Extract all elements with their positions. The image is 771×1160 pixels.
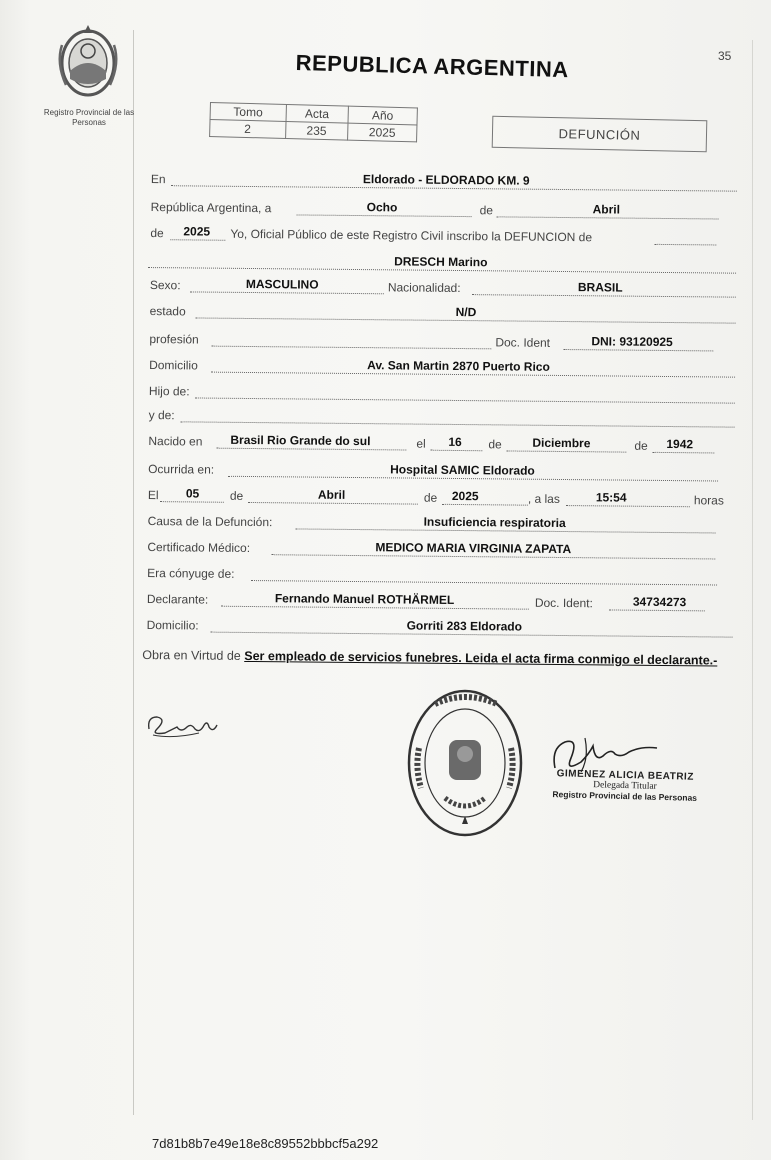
dotted-line: [609, 609, 705, 611]
row-y-de: [145, 406, 735, 434]
dotted-line: [190, 291, 384, 294]
death-record-form: [142, 170, 742, 668]
en-label: En: [150, 172, 166, 187]
footer-hash: 7d81b8b7e49e18e8c89552bbbcf5a292: [152, 1136, 379, 1151]
certificado-label: Certificado Médico:: [147, 540, 251, 556]
dotted-line: [195, 397, 735, 403]
month-text-value: Abril: [592, 202, 621, 217]
row-nacido: [144, 432, 734, 460]
dotted-line: [251, 580, 717, 585]
nacionalidad-value: BRASIL: [577, 280, 623, 295]
row-domicilio: [145, 356, 735, 384]
obra-en-virtud: [142, 647, 732, 670]
registry-label: Registro Provincial de las Personas: [43, 108, 135, 127]
row-sexo: [146, 276, 736, 304]
de-label: de: [479, 203, 494, 218]
profesion-label: profesión: [149, 332, 199, 347]
domicilio-label: Domicilio: [149, 358, 198, 373]
dotted-line: [442, 504, 528, 506]
table-header-acta: Acta: [286, 104, 349, 123]
dotted-line: [297, 214, 472, 217]
row-estado: [146, 302, 736, 330]
row-ocurrida: [144, 460, 734, 488]
republica-label: República Argentina, a: [150, 200, 272, 216]
sexo-value: MASCULINO: [245, 276, 319, 292]
doc-ident-value: DNI: 93120925: [591, 334, 673, 350]
birth-day-value: 16: [448, 434, 462, 450]
de-label: de: [488, 437, 502, 452]
domicilio2-label: Domicilio:: [146, 618, 199, 633]
declarant-signature: [143, 705, 223, 745]
sexo-label: Sexo:: [149, 278, 181, 293]
dotted-line: [566, 505, 690, 507]
place-value: Eldorado - ELDORADO KM. 9: [362, 172, 530, 188]
row-domicilio-declarante: [143, 616, 733, 644]
official-stamp: [405, 688, 525, 838]
dotted-line: [472, 294, 736, 298]
provincial-coat-of-arms-icon: [52, 15, 124, 105]
dotted-line: [160, 501, 224, 503]
dotted-line: [248, 502, 418, 505]
nacido-value: Brasil Rio Grande do sul: [230, 432, 371, 449]
a-las-label: , a las: [527, 491, 560, 506]
year-value: 2025: [183, 224, 211, 239]
horas-label: horas: [693, 493, 724, 508]
deceased-name-value: DRESCH Marino: [394, 254, 488, 270]
official-name: GIMENEZ ALICIA BEATRIZ: [556, 768, 695, 783]
table-header-ano: Año: [348, 106, 417, 125]
causa-value: Insuficiencia respiratoria: [423, 514, 566, 531]
death-time-value: 15:54: [595, 490, 627, 505]
doc-ident-label: Doc. Ident: [495, 335, 551, 350]
y-de-label: y de:: [148, 408, 175, 423]
dotted-line: [430, 450, 482, 451]
page-edge-line: [752, 40, 753, 1120]
nacionalidad-label: Nacionalidad:: [387, 280, 461, 296]
dotted-line: [654, 244, 716, 246]
official-signature-block: [540, 768, 711, 803]
row-causa: [144, 512, 734, 540]
obra-value: Ser empleado de servicios funebres. Leida el acta firma conmigo el declarante.-: [244, 648, 718, 668]
dotted-line: [506, 450, 626, 452]
doc-ident2-value: 34734273: [632, 594, 687, 610]
domicilio2-value: Gorriti 283 Eldorado: [406, 618, 523, 634]
certificado-value: MEDICO MARIA VIRGINIA ZAPATA: [375, 540, 572, 557]
page-number: 35: [718, 49, 732, 63]
ocurrida-value: Hospital SAMIC Eldorado: [390, 462, 535, 478]
row-en: [147, 170, 737, 198]
row-deceased-name: [146, 252, 736, 280]
dotted-line: [497, 216, 719, 219]
row-profesion: [145, 330, 735, 358]
declarante-label: Declarante:: [146, 592, 209, 607]
birth-year-value: 1942: [666, 436, 694, 452]
de-label: de: [423, 490, 438, 505]
row-conyuge: [143, 564, 733, 592]
de-label: de: [634, 438, 648, 453]
official-org: Registro Provincial de las Personas: [552, 789, 698, 803]
death-month-value: Abril: [317, 487, 346, 502]
death-year-value: 2025: [451, 488, 479, 504]
table-value-ano: 2025: [347, 123, 416, 142]
dotted-line: [170, 239, 225, 241]
domicilio-value: Av. San Martin 2870 Puerto Rico: [367, 358, 550, 374]
dotted-line: [652, 452, 714, 454]
obra-label: Obra en Virtud de: [142, 647, 241, 663]
day-text-value: Ocho: [366, 200, 398, 215]
year-prefix-label: de: [150, 226, 164, 241]
row-declarante: [143, 590, 733, 618]
el-label: El: [147, 488, 159, 503]
dotted-line: [216, 448, 406, 451]
page-title: REPUBLICA ARGENTINA: [295, 50, 570, 83]
nacido-label: Nacido en: [148, 434, 203, 449]
doc-ident2-label: Doc. Ident:: [534, 595, 593, 611]
ocurrida-label: Ocurrida en:: [148, 462, 215, 477]
row-certificado: [143, 538, 733, 566]
dotted-line: [563, 349, 713, 351]
page-fold-line: [133, 30, 134, 1115]
causa-label: Causa de la Defunción:: [147, 514, 273, 530]
estado-value: N/D: [455, 304, 477, 320]
hijo-label: Hijo de:: [148, 384, 190, 399]
de-label: de: [229, 488, 244, 503]
estado-label: estado: [149, 304, 186, 319]
death-day-value: 05: [185, 486, 200, 501]
birth-month-value: Diciembre: [532, 435, 591, 451]
dotted-line: [181, 421, 735, 427]
declarante-value: Fernando Manuel ROTHÄRMEL: [274, 591, 455, 607]
dotted-line: [211, 346, 491, 350]
el-label: el: [416, 436, 426, 451]
inscribe-text: Yo, Oficial Público de este Registro Civil inscribo la DEFUNCION de: [230, 226, 593, 245]
row-fecha-defuncion: [144, 486, 734, 514]
official-role: Delegada Titular: [593, 780, 657, 792]
table-header-tomo: Tomo: [210, 103, 286, 122]
row-republica: [147, 198, 737, 226]
table-value-acta: 235: [285, 121, 348, 140]
document-type-box: DEFUNCIÓN: [492, 116, 708, 152]
table-value-tomo: 2: [210, 120, 286, 139]
record-table: [209, 102, 418, 142]
row-hijo: [145, 382, 735, 410]
dotted-line: [221, 606, 529, 610]
row-year: [146, 224, 736, 252]
conyuge-label: Era cónyuge de:: [147, 566, 235, 581]
